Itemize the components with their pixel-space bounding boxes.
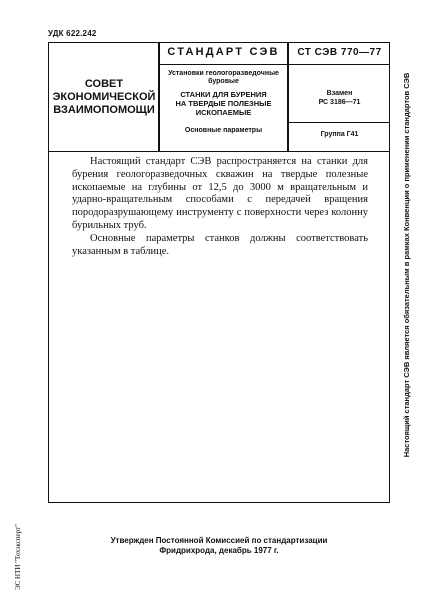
standard-section: Основные параметры xyxy=(184,127,263,134)
subtitle-line: Установки геологоразведочные xyxy=(168,70,279,77)
standard-subtitle xyxy=(160,70,287,86)
name-line: НА ТВЕРДЫЕ ПОЛЕЗНЫЕ xyxy=(175,99,272,108)
replaces-line: Взамен xyxy=(326,90,353,97)
group-code: Группа Г41 xyxy=(320,131,359,138)
council-name xyxy=(50,78,158,117)
name-line: СТАНКИ ДЛЯ БУРЕНИЯ xyxy=(180,90,267,99)
replaces-line: РС 3186—71 xyxy=(318,99,361,106)
name-line: ИСКОПАЕМЫЕ xyxy=(195,108,252,117)
header-rule-code xyxy=(288,64,390,65)
header-rule-title xyxy=(159,64,287,65)
footer-line: Утвержден Постоянной Комиссией по стандартизации xyxy=(110,536,328,545)
standard-name xyxy=(160,90,287,117)
subtitle-line: буровые xyxy=(208,78,239,85)
footer-line: Фридрихрода, декабрь 1977 г. xyxy=(159,546,279,555)
replaces-info xyxy=(289,89,390,107)
body-text xyxy=(72,156,368,258)
council-line: ЭКОНОМИЧЕСКОЙ xyxy=(52,91,156,103)
council-line: СОВЕТ xyxy=(84,78,124,90)
udk-code: УДК 622.242 xyxy=(48,29,97,38)
body-paragraph: Основные параметры станков должны соответствовать указанным в таблице. xyxy=(72,232,368,257)
approval-footer xyxy=(48,536,390,556)
standard-title: СТАНДАРТ СЭВ xyxy=(167,46,280,58)
standard-code: СТ СЭВ 770—77 xyxy=(297,47,382,58)
side-note: Настоящий стандарт СЭВ является обязательным в рамках Конвенции о применении стандартов СЭВ xyxy=(402,72,411,458)
header-rule-group xyxy=(288,122,390,123)
council-line: ВЗАИМОПОМОЩИ xyxy=(53,104,155,116)
watermark: ЭС НТИ "Техэксперт" xyxy=(14,524,22,590)
body-paragraph: Настоящий стандарт СЭВ распространяется на станки для бурения геологоразведочных скважин на твердые полезные ископаемые на глубины от 12,5 до 3000 м вращательным и ударно-вращательным способами с передачей вращения породоразрушающему инструменту с поверхности через колонну бурильных труб. xyxy=(72,156,368,231)
